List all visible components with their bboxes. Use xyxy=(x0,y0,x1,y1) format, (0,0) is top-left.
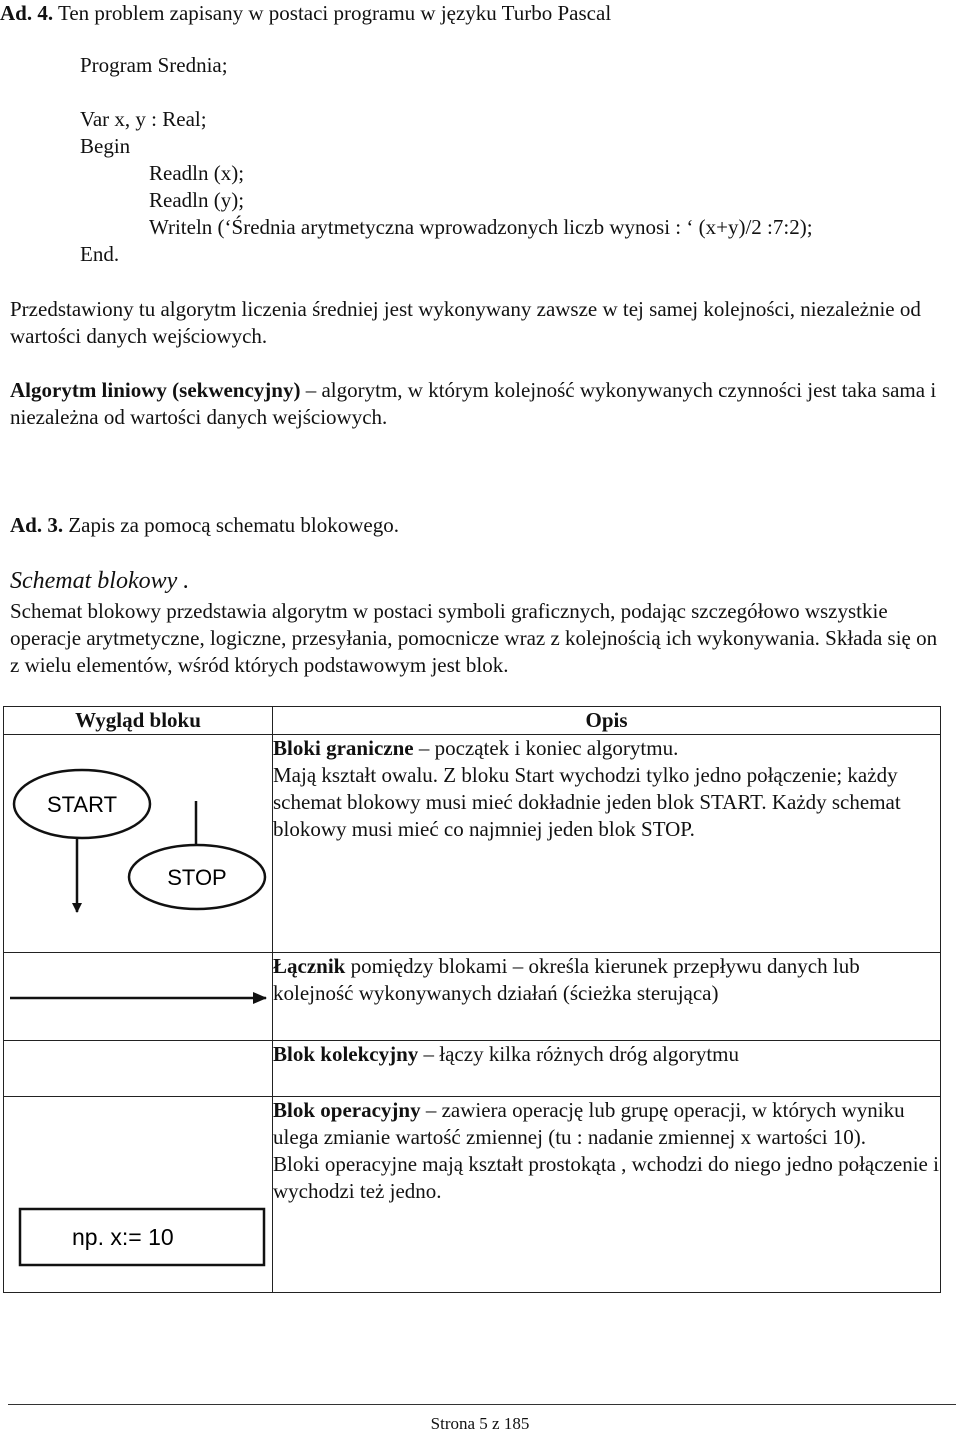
connector-description xyxy=(273,953,941,1041)
code-line: Readln (x); xyxy=(149,161,245,185)
boundary-blocks-details: Mają kształt owalu. Z bloku Start wychodzi tylko jedno połączenie; każdy schemat blokowy musi mieć dokładnie jeden blok START. Każdy schemat blokowy musi mieć co najmniej jeden blok STOP. xyxy=(273,763,901,841)
section-title: Zapis za pomocą schematu blokowego. xyxy=(68,513,400,537)
term-boundary-blocks: Bloki graniczne xyxy=(273,736,414,760)
operation-box-label: np. x:= 10 xyxy=(72,1224,174,1250)
connector-definition: pomiędzy blokami – określa kierunek przepływu danych lub kolejność wykonywanych działań (ścieżka sterująca) xyxy=(273,954,860,1005)
section-heading-4 xyxy=(0,0,611,27)
operation-definition: – zawiera operację lub grupę operacji, w których wyniku ulega zmianie wartość zmiennej (tu : nadanie zmiennej x wartości 10). xyxy=(273,1098,905,1149)
code-line: Writeln (‘Średnia arytmetyczna wprowadzonych liczb wynosi : ‘ (x+y)/2 :7:2); xyxy=(149,215,813,239)
connector-diagram-cell xyxy=(4,953,273,1041)
pascal-code-block xyxy=(80,52,813,268)
start-stop-diagram xyxy=(4,735,272,945)
schemat-title: Schemat blokowy . xyxy=(10,568,190,594)
term-collector-block: Blok kolekcyjny xyxy=(273,1042,419,1066)
schemat-description: Schemat blokowy przedstawia algorytm w postaci symboli graficznych, podając szczegółowo wszystkie operacje arytmetyczne, logiczne, przesyłania, pomocnicze wraz z kolejnością ich wykonywania. Składa się on z wielu elementów, wśród których podstawowym jest blok. xyxy=(10,599,938,677)
code-line: Readln (y); xyxy=(149,188,245,212)
collector-description xyxy=(273,1041,941,1097)
header-description: Opis xyxy=(273,707,941,735)
paragraph-algorithm-description: Przedstawiony tu algorytm liczenia średniej jest wykonywany zawsze w tej samej kolejności, niezależnie od wartości danych wejściowych. xyxy=(10,297,921,348)
start-stop-description xyxy=(273,735,941,953)
code-line: Var x, y : Real; xyxy=(80,107,207,131)
collector-diagram-cell xyxy=(4,1041,273,1097)
connector-diagram xyxy=(4,953,272,1033)
boundary-blocks-definition: – początek i koniec algorytmu. xyxy=(413,736,679,760)
term-linear-algorithm: Algorytm liniowy (sekwencyjny) xyxy=(10,378,301,402)
code-line: End. xyxy=(80,242,120,266)
section-number: Ad. 4. xyxy=(0,1,54,25)
code-line: Begin xyxy=(80,134,131,158)
stop-label: STOP xyxy=(167,865,227,890)
start-stop-diagram-cell xyxy=(4,735,273,953)
flowchart-blocks-table xyxy=(3,706,941,1293)
paragraph-linear-algorithm xyxy=(10,377,950,431)
operation-diagram xyxy=(4,1097,272,1285)
section-number: Ad. 3. xyxy=(10,513,64,537)
code-line xyxy=(80,79,813,106)
term-connector: Łącznik xyxy=(273,954,346,978)
header-block-appearance: Wygląd bloku xyxy=(4,707,273,735)
operation-description xyxy=(273,1097,941,1293)
collector-definition: – łączy kilka różnych dróg algorytmu xyxy=(418,1042,740,1066)
section-heading-3 xyxy=(10,512,399,539)
start-label: START xyxy=(46,792,118,817)
page-number: Strona 5 z 185 xyxy=(430,1414,530,1433)
term-operation-block: Blok operacyjny xyxy=(273,1098,421,1122)
code-line: Program Srednia; xyxy=(80,53,228,77)
operation-diagram-cell xyxy=(4,1097,273,1293)
definition-linear-algorithm: – algorytm, w którym kolejność wykonywanych czynności jest taka sama i niezależna od wartości danych wejściowych. xyxy=(10,378,937,429)
operation-details: Bloki operacyjne mają kształt prostokąta , wchodzi do niego jedno połączenie i wychodzi też jedno. xyxy=(273,1152,939,1203)
footer-divider xyxy=(8,1404,956,1405)
section-title: Ten problem zapisany w postaci programu w języku Turbo Pascal xyxy=(57,1,612,25)
